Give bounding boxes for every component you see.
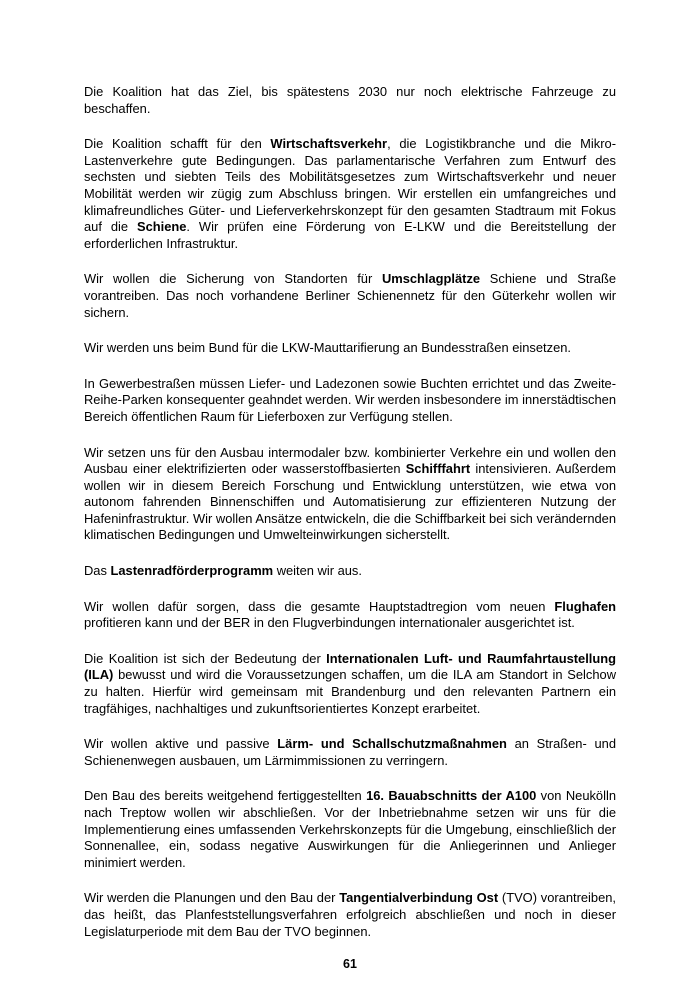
emphasis: Wirtschaftsverkehr (270, 136, 388, 152)
emphasis: Schifffahrt (405, 461, 471, 477)
paragraph: Wir wollen die Sicherung von Standorten für Umschlagplätze Schiene und Straße vorantreiben. Das noch vorhandene Berliner Schienennetz für den Güterkehr wollen wir sichern. (84, 271, 616, 320)
paragraph: Wir werden uns beim Bund für die LKW-Mauttarifierung an Bundesstraßen einsetzen. (84, 340, 571, 356)
paragraph: Wir wollen dafür sorgen, dass die gesamte Hauptstadtregion vom neuen Flughafen profitieren kann und der BER in den Flugverbindungen internationaler ausgerichtet ist. (84, 598, 616, 631)
emphasis: Lärm- und Schallschutzmaßnahmen (277, 736, 507, 752)
emphasis: Flughafen (554, 598, 616, 614)
emphasis: Internationalen Luft- und Raumfahrtaustellung (ILA) (84, 650, 616, 683)
emphasis: 16. Bauabschnitts der A100 (366, 788, 537, 804)
paragraph: Das Lastenradförderprogramm weiten wir aus. (84, 563, 362, 579)
paragraph: Die Koalition schafft für den Wirtschaftsverkehr, die Logistikbranche und die Mikro-Lastenverkehre gute Bedingungen. Das parlamentarische Verfahren zum Entwurf des sechsten und siebten Teils des Mobilitätsgesetzes zum Wirtschaftsverkehr und neuer Mobilität werden wir zügig zum Abschluss bringen. Wir erstellen ein umfangreiches und klimafreundliches Güter- und Lieferverkehrskonzept für den gesamten Stadtraum mit Fokus auf die Schiene. Wir prüfen eine Förderung von E-LKW und die Bereitstellung der erforderlichen Infrastruktur. (84, 136, 616, 251)
page-number: 61 (343, 957, 357, 971)
emphasis: Tangentialverbindung Ost (339, 890, 499, 906)
paragraph: Wir wollen aktive und passive Lärm- und Schallschutzmaßnahmen an Straßen- und Schienenwegen ausbauen, um Lärmimmissionen zu verringern. (84, 736, 616, 768)
paragraph: Die Koalition hat das Ziel, bis spätestens 2030 nur noch elektrische Fahrzeuge zu beschaffen. (84, 84, 616, 116)
emphasis: Lastenradförderprogramm (110, 563, 274, 579)
paragraph: Wir setzen uns für den Ausbau intermodaler bzw. kombinierter Verkehre ein und wollen den Ausbau einer elektrifizierten oder wasserstoffbasierten Schifffahrt intensivieren. Außerdem wollen wir in diesem Bereich Forschung und Entwicklung unterstützen, wie etwa von autonom fahrenden Binnenschiffen und Automatisierung zur effizienteren Nutzung der Hafeninfrastruktur. Wir wollen Ansätze entwickeln, die die Schiffbarkeit bei sich verändernden klimatischen Bedingungen und Umwelteinwirkungen sicherstellt. (84, 444, 616, 543)
paragraph: Wir werden die Planungen und den Bau der Tangentialverbindung Ost (TVO) vorantreiben, das heißt, das Planfeststellungsverfahren erfolgreich abschließen und noch in dieser Legislaturperiode mit dem Bau der TVO beginnen. (84, 890, 617, 939)
emphasis: Schiene (136, 219, 187, 235)
emphasis: Umschlagplätze (381, 271, 481, 287)
paragraph: Die Koalition ist sich der Bedeutung der Internationalen Luft- und Raumfahrtaustellung (ILA) bewusst und wird die Voraussetzungen schaffen, um die ILA am Standort in Selchow zu halten. Hierfür wird gemeinsam mit Brandenburg und den relevanten Partnern ein tragfähiges, nachhaltiges und zukunftsorientiertes Konzept erarbeitet. (84, 650, 616, 716)
document-body (84, 84, 616, 959)
paragraph: Den Bau des bereits weitgehend fertiggestellten 16. Bauabschnitts der A100 von Neukölln nach Treptow wollen wir abschließen. Vor der Inbetriebnahme setzen wir uns für die Implementierung eines umfassenden Verkehrskonzepts für die Umgebung, einschließlich der Sonnenallee, ein, sodass negative Auswirkungen für die Anliegerinnen und Anlieger minimiert werden. (84, 788, 616, 870)
paragraph: In Gewerbestraßen müssen Liefer- und Ladezonen sowie Buchten errichtet und das Zweite-Reihe-Parken konsequenter geahndet werden. Wir werden insbesondere im innerstädtischen Bereich öffentlichen Raum für Lieferboxen zur Verfügung stellen. (84, 375, 616, 424)
